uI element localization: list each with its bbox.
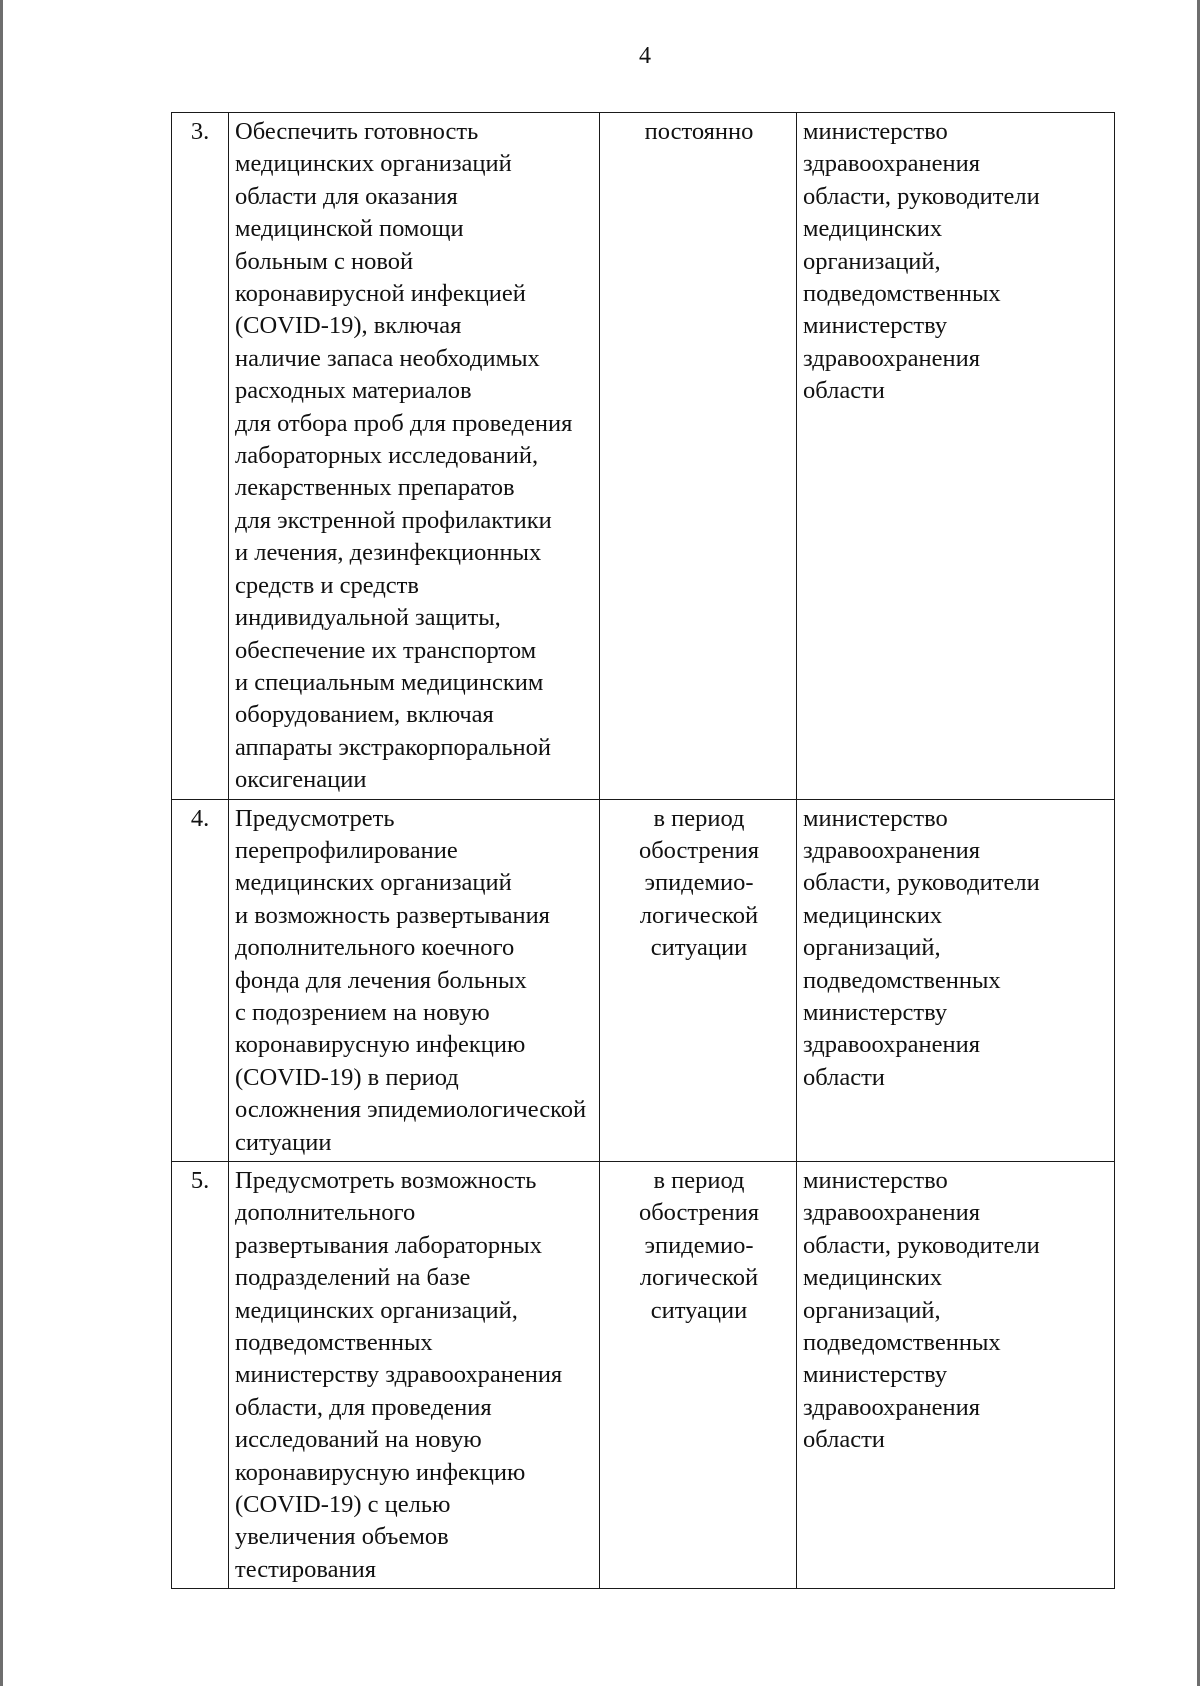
item-number: 5. [172, 1162, 229, 1589]
item-responsible: министерство здравоохранения области, руководители медицинских организаций, подведомственных министерству здравоохранения области [797, 799, 1115, 1161]
item-term: в период обострения эпидемио- логической ситуации [600, 1162, 797, 1589]
item-action: Предусмотреть возможность дополнительного развертывания лабораторных подразделений на базе медицинских организаций, подведомственных министерству здравоохранения области, для проведения исследований на новую коронавирусную инфекцию (COVID-19) с целью увеличения объемов тестирования [229, 1162, 600, 1589]
page-number: 4 [639, 43, 651, 69]
item-responsible: министерство здравоохранения области, руководители медицинских организаций, подведомственных министерству здравоохранения области [797, 113, 1115, 800]
item-action: Обеспечить готовность медицинских организаций области для оказания медицинской помощи больным с новой коронавирусной инфекцией (COVID-19), включая наличие запаса необходимых расходных материалов для отбора проб для проведения лабораторных исследований, лекарственных препаратов для экстренной профилактики и лечения, дезинфекционных средств и средств индивидуальной защиты, обеспечение их транспортом и специальным медицинским оборудованием, включая аппараты экстракорпоральной оксигенации [229, 113, 600, 800]
item-term: постоянно [600, 113, 797, 800]
scan-edge-left [0, 0, 3, 1686]
item-number: 3. [172, 113, 229, 800]
table-row [172, 113, 1115, 800]
item-number: 4. [172, 799, 229, 1161]
plan-table [171, 112, 1115, 1589]
table-row [172, 1162, 1115, 1589]
item-action: Предусмотреть перепрофилирование медицинских организаций и возможность развертывания дополнительного коечного фонда для лечения больных с подозрением на новую коронавирусную инфекцию (COVID-19) в период осложнения эпидемиологической ситуации [229, 799, 600, 1161]
table-row [172, 799, 1115, 1161]
item-responsible: министерство здравоохранения области, руководители медицинских организаций, подведомственных министерству здравоохранения области [797, 1162, 1115, 1589]
item-term: в период обострения эпидемио- логической ситуации [600, 799, 797, 1161]
